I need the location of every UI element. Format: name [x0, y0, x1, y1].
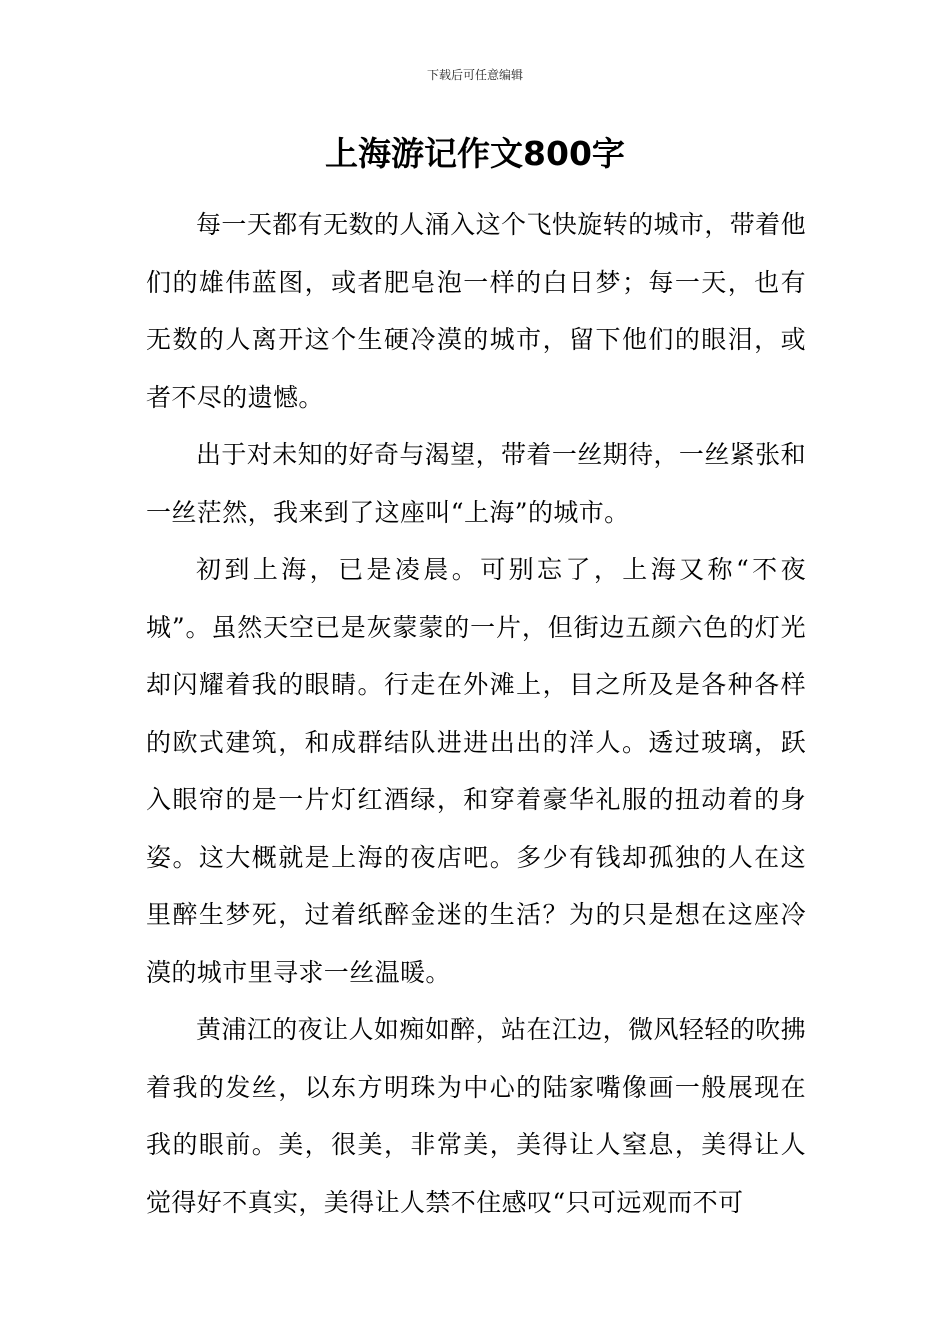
paragraph-1: 每一天都有无数的人涌入这个飞快旋转的城市，带着他们的雄伟蓝图，或者肥皂泡一样的白日梦；每一天，也有无数的人离开这个生硬冷漠的城市，留下他们的眼泪，或者不尽的遗憾。 — [146, 210, 806, 412]
header-note: 下载后可任意编辑 — [426, 68, 523, 82]
paragraph-2: 出于对未知的好奇与渴望，带着一丝期待，一丝紧张和一丝茫然，我来到了这座叫“上海”的城市。 — [146, 440, 806, 527]
document-title: 上海游记作文800字 — [325, 134, 625, 173]
paragraph-4: 黄浦江的夜让人如痴如醉，站在江边，微风轻轻的吹拂着我的发丝，以东方明珠为中心的陆家嘴像画一般展现在我的眼前。美，很美，非常美，美得让人窒息，美得让人觉得好不真实，美得让人禁不住感叹“只可远观而不可 — [146, 1015, 806, 1217]
paragraph-3: 初到上海，已是凌晨。可别忘了，上海又称“不夜城”。虽然天空已是灰蒙蒙的一片，但街边五颜六色的灯光却闪耀着我的眼睛。行走在外滩上，目之所及是各种各样的欧式建筑，和成群结队进进出出的洋人。透过玻璃，跃入眼帘的是一片灯红酒绿，和穿着豪华礼服的扭动着的身姿。这大概就是上海的夜店吧。多少有钱却孤独的人在这里醉生梦死，过着纸醉金迷的生活？为的只是想在这座冷漠的城市里寻求一丝温暖。 — [146, 555, 806, 987]
document-body — [146, 196, 806, 1231]
